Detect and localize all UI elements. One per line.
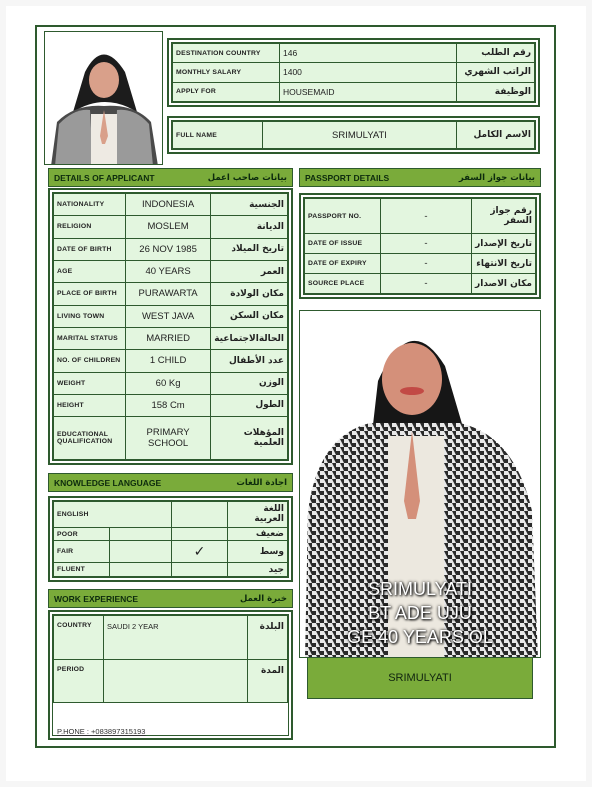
language-english-label: ENGLISH <box>54 502 172 528</box>
language-fluent-english-cell <box>110 563 172 577</box>
work-country-label: COUNTRY <box>54 616 104 660</box>
passport-section <box>299 168 541 187</box>
applicant-ar-label: مكان السكن <box>211 305 288 327</box>
applicant-value: MOSLEM <box>126 216 211 238</box>
passport-ar-label: رقم جواز السفر <box>472 199 536 234</box>
passport-value: - <box>381 254 472 274</box>
destination-country-label: DESTINATION COUNTRY <box>173 44 280 63</box>
work-period-ar: المدة <box>248 659 288 703</box>
language-fair-english-cell <box>110 541 172 563</box>
applicant-title-ar: بيانات صاحب اعمل <box>207 172 287 183</box>
passport-value: - <box>381 199 472 234</box>
passport-label: DATE OF EXPIRY <box>305 254 381 274</box>
work-period-label: PERIOD <box>54 659 104 703</box>
applicant-row <box>54 216 288 238</box>
applicant-label: PLACE OF BIRTH <box>54 283 126 305</box>
applicant-title: DETAILS OF APPLICANT <box>54 172 155 183</box>
passport-label: DATE OF ISSUE <box>305 234 381 254</box>
applicant-ar-label: تاريخ الميلاد <box>211 238 288 260</box>
passport-value: - <box>381 274 472 294</box>
language-poor-ar: ضعيف <box>228 527 288 541</box>
passport-row <box>305 234 536 254</box>
full-name-ar: الاسم الكامل <box>457 122 535 149</box>
work-period-value <box>104 659 248 703</box>
applicant-label: EDUCATIONAL QUALIFICATION <box>54 417 126 460</box>
language-section <box>48 473 293 492</box>
applicant-row <box>54 194 288 216</box>
applicant-row <box>54 305 288 327</box>
language-poor-label: POOR <box>54 527 110 541</box>
applicant-row <box>54 417 288 460</box>
applicant-photo-small <box>44 31 163 165</box>
applicant-value: 26 NOV 1985 <box>126 238 211 260</box>
language-fluent-ar: جيد <box>228 563 288 577</box>
passport-value: - <box>381 234 472 254</box>
applicant-row <box>54 260 288 282</box>
passport-ar-label: مكان الاصدار <box>472 274 536 294</box>
applicant-photo-large <box>299 310 541 658</box>
applicant-ar-label: مكان الولادة <box>211 283 288 305</box>
applicant-label: NO. OF CHILDREN <box>54 350 126 372</box>
photo-caption-line-3: GE 40 YEARS OL <box>347 627 493 647</box>
applicant-value: MARRIED <box>126 327 211 349</box>
phone-number: P.HONE : +083897315193 <box>57 727 146 736</box>
applicant-section <box>48 168 293 187</box>
destination-country-ar: رقم الطلب <box>457 44 535 63</box>
applicant-ar-label: عدد الأطفال <box>211 350 288 372</box>
language-poor-english-cell <box>110 527 172 541</box>
monthly-salary-value: 1400 <box>280 63 457 82</box>
language-poor-check <box>172 527 228 541</box>
destination-country-value: 146 <box>280 44 457 63</box>
applicant-row <box>54 350 288 372</box>
applicant-ar-label: المؤهلات العلمية <box>211 417 288 460</box>
applicant-value: 158 Cm <box>126 394 211 416</box>
applicant-row <box>54 394 288 416</box>
language-fluent-label: FLUENT <box>54 563 110 577</box>
full-name-value: SRIMULYATI <box>263 122 457 149</box>
applicant-value: 60 Kg <box>126 372 211 394</box>
applicant-ar-label: الوزن <box>211 372 288 394</box>
language-title-ar: اجادة اللغات <box>236 477 287 488</box>
applicant-section-header <box>48 168 293 187</box>
applicant-value: 1 CHILD <box>126 350 211 372</box>
applicant-label: MARITAL STATUS <box>54 327 126 349</box>
language-fair-label: FAIR <box>54 541 110 563</box>
monthly-salary-label: MONTHLY SALARY <box>173 63 280 82</box>
application-info-box <box>167 38 540 107</box>
passport-label: PASSPORT NO. <box>305 199 381 234</box>
applicant-ar-label: العمر <box>211 260 288 282</box>
applicant-label: DATE OF BIRTH <box>54 238 126 260</box>
monthly-salary-ar: الراتب الشهري <box>457 63 535 82</box>
applicant-label: WEIGHT <box>54 372 126 394</box>
applicant-label: RELIGION <box>54 216 126 238</box>
language-arabic-label: اللغة العربية <box>228 502 288 528</box>
apply-for-ar: الوظيفة <box>457 82 535 101</box>
applicant-value: PRIMARY SCHOOL <box>126 417 211 460</box>
full-name-label: FULL NAME <box>173 122 263 149</box>
applicant-row <box>54 327 288 349</box>
passport-ar-label: تاريخ الانتهاء <box>472 254 536 274</box>
name-bar: SRIMULYATI <box>307 657 533 699</box>
work-box <box>48 610 293 740</box>
passport-label: SOURCE PLACE <box>305 274 381 294</box>
applicant-row <box>54 372 288 394</box>
applicant-details-box <box>48 188 293 465</box>
language-fluent-check <box>172 563 228 577</box>
applicant-value: 40 YEARS <box>126 260 211 282</box>
applicant-row <box>54 283 288 305</box>
language-title: KNOWLEDGE LANGUAGE <box>54 477 162 488</box>
language-section-header <box>48 473 293 492</box>
work-section-header <box>48 589 293 608</box>
language-fair-check: ✓ <box>172 541 228 563</box>
applicant-row <box>54 238 288 260</box>
applicant-label: NATIONALITY <box>54 194 126 216</box>
applicant-label: HEIGHT <box>54 394 126 416</box>
full-name-box <box>167 116 540 154</box>
applicant-label: AGE <box>54 260 126 282</box>
photo-caption-line-1: SRIMULYATI <box>367 579 472 599</box>
applicant-ar-label: الجنسية <box>211 194 288 216</box>
language-box <box>48 496 293 582</box>
applicant-label: LIVING TOWN <box>54 305 126 327</box>
applicant-value: PURAWARTA <box>126 283 211 305</box>
language-fair-ar: وسط <box>228 541 288 563</box>
apply-for-label: APPLY FOR <box>173 82 280 101</box>
work-country-ar: البلدة <box>248 616 288 660</box>
passport-row <box>305 199 536 234</box>
applicant-table <box>53 193 288 460</box>
work-title: WORK EXPERIENCE <box>54 593 139 604</box>
passport-title: PASSPORT DETAILS <box>305 172 390 183</box>
passport-details-box <box>299 193 541 299</box>
apply-for-value: HOUSEMAID <box>280 82 457 101</box>
passport-section-header <box>299 168 541 187</box>
photo-caption-line-2: BT ADE UJU <box>368 603 472 623</box>
passport-row <box>305 274 536 294</box>
passport-row <box>305 254 536 274</box>
applicant-value: WEST JAVA <box>126 305 211 327</box>
work-country-value: SAUDI 2 YEAR <box>104 616 248 660</box>
work-table <box>53 615 288 703</box>
passport-ar-label: تاريخ الإصدار <box>472 234 536 254</box>
language-table <box>53 501 288 577</box>
applicant-value: INDONESIA <box>126 194 211 216</box>
work-section <box>48 589 293 608</box>
applicant-ar-label: الحالةالاجتماعية <box>211 327 288 349</box>
passport-title-ar: بيانات جواز السفر <box>458 172 535 183</box>
work-title-ar: خبرة العمل <box>239 593 287 604</box>
passport-table <box>304 198 536 294</box>
applicant-ar-label: الطول <box>211 394 288 416</box>
language-head-blank <box>172 502 228 528</box>
applicant-ar-label: الديانة <box>211 216 288 238</box>
